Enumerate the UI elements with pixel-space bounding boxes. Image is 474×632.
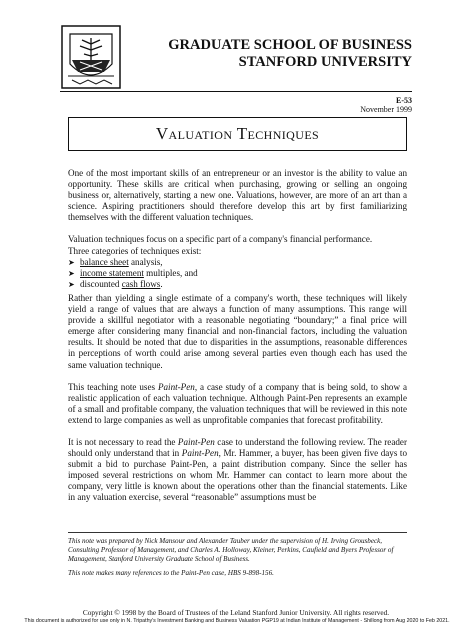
paragraph-techniques-line-1: Valuation techniques focus on a specific part of a company's financial performance. — [68, 234, 373, 245]
list-item-link[interactable]: balance sheet — [80, 256, 129, 267]
document-header — [60, 24, 412, 114]
footnote-rule — [68, 532, 407, 533]
list-item-text: multiples, and — [143, 267, 198, 278]
case-name-emphasis: Paint-Pen — [177, 436, 215, 447]
school-line-2: STANFORD UNIVERSITY — [238, 54, 412, 70]
case-number: E-53 — [396, 96, 412, 105]
copyright-notice: Copyright © 1998 by the Board of Trustees of the Leland Stanford Junior University. All rights reserved. — [82, 608, 390, 617]
list-item — [68, 268, 407, 279]
footnotes — [68, 537, 407, 583]
list-item-link[interactable]: cash flows — [121, 278, 161, 289]
list-item-prefix: discounted — [80, 278, 122, 289]
document-body — [68, 168, 407, 515]
paragraph-techniques-line-2: Three categories of techniques exist: — [68, 245, 202, 256]
title-box — [68, 117, 407, 151]
document-date: November 1999 — [360, 105, 412, 114]
school-line-1: GRADUATE SCHOOL OF BUSINESS — [168, 37, 412, 53]
footnote-reference: This note makes many references to the Paint-Pen case, HBS 9-898-156. — [68, 569, 274, 577]
school-name — [168, 37, 412, 71]
paragraph-intro: One of the most important skills of an entrepreneur or an investor is the ability to value an opportunity. These skills are critical when purchasing, growing or selling an ongoing business or, alternatively, starting a new one. Valuations, however, are more of an art than a science. Aspiring practitioners should therefore develop this art by first familiarizing themselves with the different valuation techniques. — [68, 168, 407, 223]
list-item — [68, 257, 407, 268]
arrow-bullet-icon: ➤ — [68, 268, 75, 278]
list-item-text: . — [160, 278, 163, 289]
document-title: Valuation Techniques — [155, 124, 320, 143]
list-item-text: analysis, — [128, 256, 163, 267]
text-run: , a case study of a company that is being sold, to show a realistic application of each valuation technique. Although Paint-Pen represents an example of a small and profitable company, the valuation techniques that will be reviewed in this note extend to large companies as well as unprofitable companies that forecast profitability. — [68, 381, 407, 425]
text-run: It is not necessary to read the — [68, 436, 178, 447]
technique-list — [68, 257, 407, 290]
paragraph-teaching-note — [68, 382, 407, 426]
list-item — [68, 279, 407, 290]
paragraph-case-review — [68, 437, 407, 504]
arrow-bullet-icon: ➤ — [68, 279, 75, 289]
stanford-seal-logo — [60, 24, 122, 90]
text-run: case to understand the following review. The reader should only understand that in — [68, 436, 407, 459]
paragraph-range: Rather than yielding a single estimate of a company's worth, these techniques will likely yield a range of values that are always a function of many assumptions. This range will provide a skillful negotiator with a reasonable negotiating “boundary;” a final price will emerge after considering many financial and non-financial factors, including the valuation results. It should be noted that due to disparities in the assumptions, reasonable differences in perceptions of worth could arise among several parties even though each has used the same valuation technique. — [68, 292, 407, 370]
header-rule — [60, 91, 412, 92]
text-run: , Mr. Hammer, a buyer, has been given five days to submit a bid to purchase Paint-Pen, a paint distribution company. Since the seller has imposed several restrictions on whom Mr. Hammer can contact to learn more about the company, very little is known about the operations other than the financial statements. Like in any valuation exercise, several “reasonable” assumptions must be — [68, 448, 407, 503]
paragraph-techniques — [68, 234, 407, 256]
authorization-notice: This document is authorized for use only in N. Tripathy's Investment Banking and Business Valuation PGP19 at Indian Institute of Management - Shillong from Aug 2020 to Feb 2021. — [24, 618, 450, 624]
list-item-link[interactable]: income statement — [80, 267, 144, 278]
footnote-authors: This note was prepared by Nick Mansour and Alexander Tauber under the supervision of H. Irving Grousbeck, Consulting Professor of Management, and Charles A. Holloway, Kleiner, Perkins, Caufield and Byers Professor of Management, Stanford University Graduate School of Business. — [68, 537, 394, 563]
case-name-emphasis: Paint-Pen — [157, 381, 195, 392]
case-name-emphasis: Paint-Pen — [181, 448, 219, 459]
text-run: This teaching note uses — [68, 381, 158, 392]
arrow-bullet-icon: ➤ — [68, 257, 75, 267]
